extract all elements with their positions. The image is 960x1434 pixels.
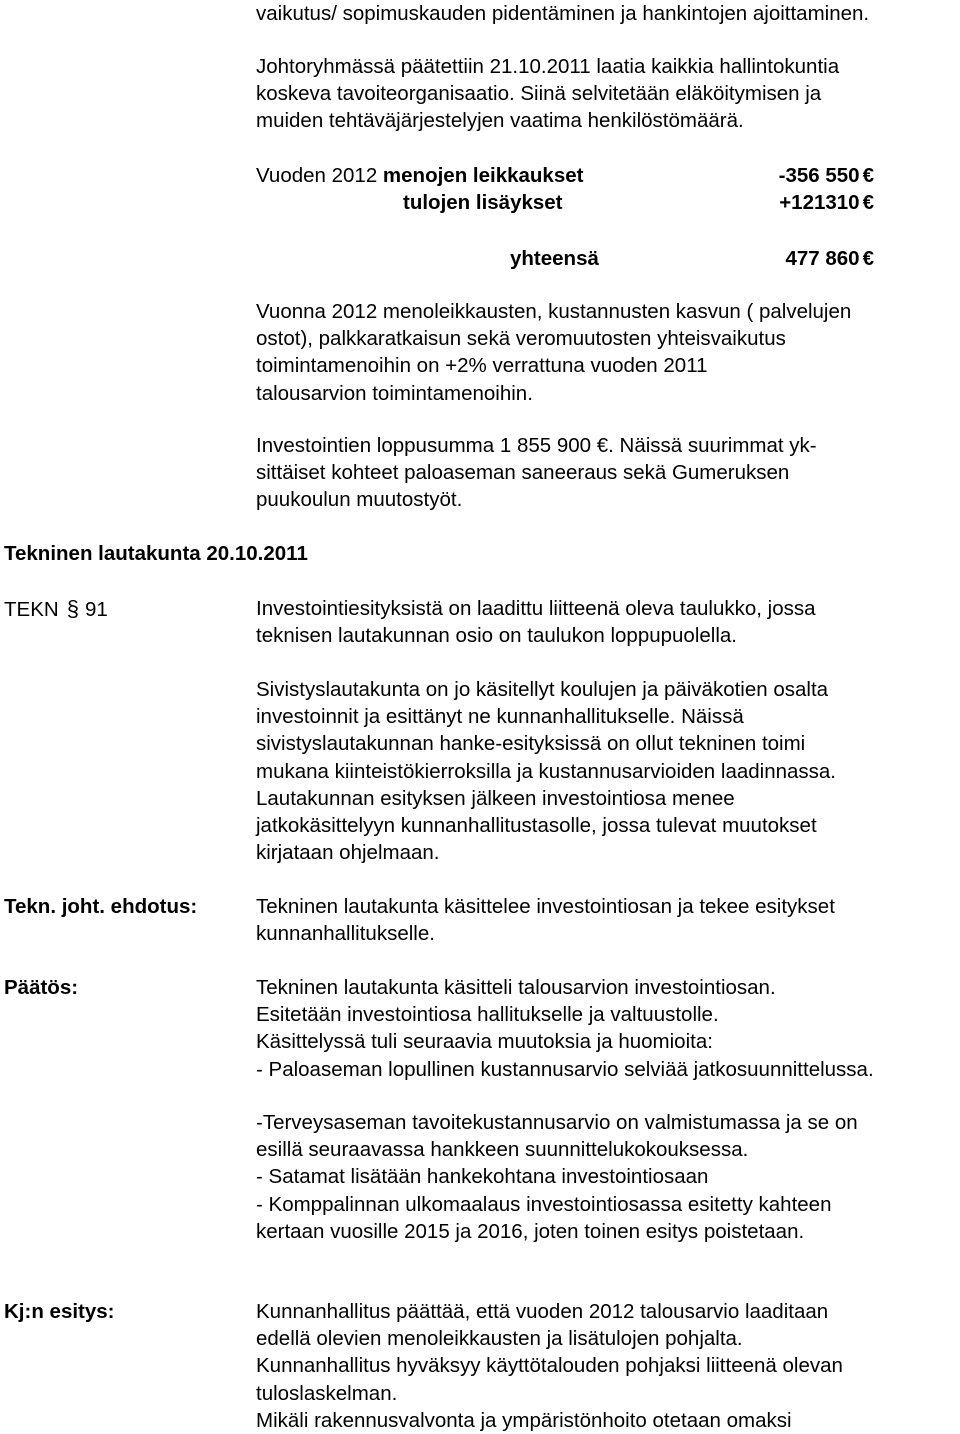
text-line: edellä olevien menoleikkausten ja lisätulojen pohjalta. — [256, 1327, 743, 1351]
text-line: puukoulun muutostyöt. — [256, 488, 463, 512]
meeting-heading-text: Tekninen lautakunta 20.10.2011 — [4, 542, 308, 565]
text-line: Tekninen lautakunta käsitteli talousarvion investointiosan. — [256, 976, 776, 999]
paragraph-kj — [256, 1298, 956, 1434]
text-line: Sivistyslautakunta on jo käsitellyt koulujen ja päiväkotien osalta — [256, 678, 829, 701]
text-line: esillä seuraavassa hankkeen suunnittelukokouksessa. — [256, 1138, 749, 1162]
paragraph-investoinnit — [256, 432, 956, 514]
text-line: - Paloaseman lopullinen kustannusarvio selviää jatkosuunnittelussa. — [256, 1057, 874, 1081]
text-line: teknisen lautakunnan osio on taulukon loppupuolella. — [256, 624, 737, 648]
text-line: talousarvion toimintamenoihin. — [256, 381, 533, 405]
euro-symbol: € — [862, 247, 874, 270]
text-line: Mikäli rakennusvalvonta ja ympäristönhoito otetaan omaksi — [256, 1408, 792, 1432]
budget-total-value — [785, 245, 874, 272]
paragraph-intro — [256, 595, 956, 649]
text-line: Tekninen lautakunta käsittelee investointiosan ja tekee esitykset — [256, 895, 835, 918]
budget-row-label: tulojen lisäykset — [403, 191, 563, 214]
case-reference — [4, 595, 108, 623]
text-line: kunnanhallitukselle. — [256, 922, 435, 946]
euro-symbol: € — [862, 191, 874, 214]
paragraph-decision-more — [256, 1109, 956, 1245]
text-line: Lautakunnan esityksen jälkeen investointiosa menee — [256, 786, 735, 810]
paragraph-johtoryhma — [256, 53, 956, 135]
budget-row-prefix: Vuoden 2012 — [256, 164, 383, 187]
paragraph-context — [256, 676, 956, 866]
proposal-label-text: Tekn. joht. ehdotus: — [4, 895, 198, 918]
text-line: koskeva tavoiteorganisaatio. Siinä selvitetään eläköitymisen ja — [256, 82, 822, 106]
decision-label-text: Päätös: — [4, 976, 79, 999]
case-code: TEKN — [4, 598, 59, 621]
text-line: Kunnanhallitus päättää, että vuoden 2012 talousarvio laaditaan — [256, 1300, 829, 1323]
expense-cuts-amount: -356 550 — [778, 164, 860, 187]
total-label: yhteensä — [510, 247, 599, 270]
text-line: Investointiesityksistä on laadittu liitteenä oleva taulukko, jossa — [256, 597, 816, 620]
text-line: tuloslaskelman. — [256, 1381, 398, 1405]
text-line: vaikutus/ sopimuskauden pidentäminen ja hankintojen ajoittaminen. — [256, 2, 870, 25]
budget-row-value — [779, 162, 874, 189]
text-line: -Terveysaseman tavoitekustannusarvio on valmistumassa ja se on — [256, 1111, 858, 1134]
meeting-heading — [4, 540, 308, 567]
budget-total-label — [510, 245, 599, 272]
text-line: muiden tehtäväjärjestelyjen vaatima henkilöstömäärä. — [256, 109, 744, 133]
section-symbol: § — [66, 596, 79, 621]
text-line: Esitetään investointiosa hallitukselle ja valtuustolle. — [256, 1003, 719, 1027]
text-line: ostot), palkkaratkaisun sekä veromuutosten yhteisvaikutus — [256, 327, 786, 351]
text-line: Investointien loppusumma 1 855 900 €. Näissä suurimmat yk- — [256, 434, 817, 457]
euro-symbol: € — [862, 164, 874, 187]
kj-label-text: Kj:n esitys: — [4, 1300, 115, 1323]
text-line: Kunnanhallitus hyväksyy käyttötalouden pohjaksi liitteenä olevan — [256, 1354, 843, 1378]
paragraph-sopimuskausi — [256, 0, 956, 27]
proposal-label — [4, 893, 197, 920]
text-line: sittäiset kohteet paloaseman saneeraus sekä Gumeruksen — [256, 461, 790, 485]
text-line: kertaan vuosille 2015 ja 2016, joten toinen esitys poistetaan. — [256, 1219, 805, 1243]
text-line: - Satamat lisätään hankekohtana investointiosaan — [256, 1165, 709, 1189]
kj-label — [4, 1298, 115, 1325]
text-line: Käsittelyssä tuli seuraavia muutoksia ja huomioita: — [256, 1030, 713, 1054]
text-line: Vuonna 2012 menoleikkausten, kustannusten kasvun ( palvelujen — [256, 300, 852, 323]
paragraph-proposal — [256, 893, 956, 947]
paragraph-decision — [256, 974, 956, 1083]
text-line: Johtoryhmässä päätettiin 21.10.2011 laatia kaikkia hallintokuntia — [256, 55, 840, 78]
text-line: - Komppalinnan ulkomaalaus investointiosassa esitetty kahteen — [256, 1192, 832, 1216]
text-line: jatkokäsittelyyn kunnanhallitustasolle, jossa tulevat muutokset — [256, 814, 817, 838]
total-amount: 477 860 — [785, 247, 860, 270]
text-line: investoinnit ja esittänyt ne kunnanhallitukselle. Näissä — [256, 705, 744, 729]
decision-label — [4, 974, 78, 1001]
budget-row-value — [779, 189, 874, 216]
text-line: sivistyslautakunnan hanke-esityksissä on ollut tekninen toimi — [256, 732, 806, 756]
income-increase-amount: +121310 — [779, 191, 860, 214]
budget-row-income-increase — [403, 189, 563, 216]
paragraph-yhteisvaikutus — [256, 298, 956, 407]
text-line: toimintamenoihin on +2% verrattuna vuoden 2011 — [256, 354, 708, 378]
text-line: mukana kiinteistökierroksilla ja kustannusarvioiden laadinnassa. — [256, 759, 837, 783]
text-line: kirjataan ohjelmaan. — [256, 841, 440, 865]
case-number: 91 — [84, 598, 108, 621]
budget-row-label: menojen leikkaukset — [382, 164, 584, 187]
budget-row-expense-cuts — [256, 162, 583, 189]
